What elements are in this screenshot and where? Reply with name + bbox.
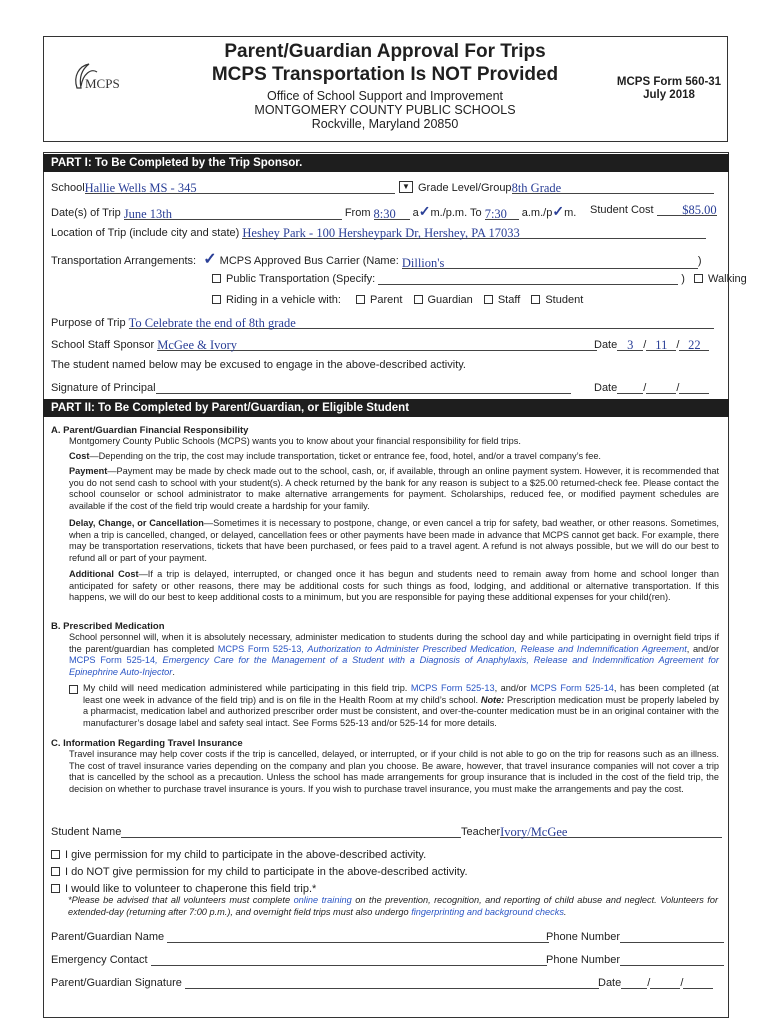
medication-checkbox[interactable] xyxy=(69,685,78,694)
form-title-line2: MCPS Transportation Is NOT Provided xyxy=(211,64,559,85)
emergency-row: Emergency Contact xyxy=(51,953,547,966)
fingerprinting-link[interactable]: fingerprinting and background checks xyxy=(411,906,564,917)
principal-date-row: Date / / xyxy=(594,381,709,394)
section-b-title: B. Prescribed Medication xyxy=(51,621,165,632)
additional-cost-paragraph: Additional Cost—If a trip is delayed, interrupted, or changed once it has begun and students need to remain away from home and school longer than anticipated for safety or other reasons, there may be additional costs for such things as food, lodging, and additional or alternative transportation. If this happens, we will do our best to keep additional costs to a minimum, but you are responsible for paying these additional expenses for your child(ren). xyxy=(69,569,719,602)
delay-paragraph: Delay, Change, or Cancellation—Sometimes it is necessary to postpone, change, or even cancel a trip for safety, bad weather, or other reasons. Sometimes, when a trip is cancelled, changed, or delayed, cancellation fees or other payments have been made in advance that MCPS cannot get back. For example, there may be transportation reservations, tickets that have been purchased, or fees paid to a travel agent. A refund is not always possible, but we will do our best to refund all or part of your payment. xyxy=(69,518,719,563)
pg-name-field[interactable] xyxy=(167,930,549,943)
district-name: MONTGOMERY COUNTY PUBLIC SCHOOLS xyxy=(254,103,516,117)
form-525-13-link[interactable]: MCPS Form 525-13 xyxy=(217,643,302,654)
section-a-intro: Montgomery County Public Schools (MCPS) wants you to know about your financial responsibility for field trips. xyxy=(69,436,521,446)
grade-row: Grade Level/Group8th Grade xyxy=(418,181,714,194)
form-number: MCPS Form 560-31 July 2018 xyxy=(616,76,722,101)
sponsor-date-row: Date 3 / 11 / 22 xyxy=(594,338,709,351)
to-time-field[interactable]: 7:30 xyxy=(484,207,507,221)
carrier-name-field[interactable]: Dillion's xyxy=(401,256,445,270)
public-transport-row: Public Transportation (Specify: ) Walking xyxy=(212,272,747,285)
parent-checkbox[interactable] xyxy=(356,295,365,304)
trip-date-field[interactable]: June 13th xyxy=(123,207,173,221)
volunteer-note: *Please be advised that all volunteers must complete online training on the prevention, recognition, and reporting of child abuse and neglect. Volunteers for extended-day (returning after 7:00 p.m.), and overnight field trips must also undergo fingerprinting and background checks. xyxy=(68,895,719,917)
part1-header: PART I: To Be Completed by the Trip Sponsor. xyxy=(43,154,729,172)
am-checkmark-icon[interactable]: ✓ xyxy=(418,203,431,219)
emergency-contact-field[interactable] xyxy=(151,953,547,966)
section-b-text: School personnel will, when it is absolutely necessary, administer medication to students during the school day and while participating in overnight field trips if the parent/guardian has completed MCPS Form 525-13, Authorization to Administer Prescribed Medication, Release and Indemnification Agreement, and/or MCPS Form 525-14, Emergency Care for the Management of a Student with a Diagnosis of Anaphylaxis, Release and Indemnification Agreement for Epinephrine Auto-Injector. xyxy=(69,632,719,677)
school-field[interactable]: Hallie Wells MS - 345 xyxy=(84,181,197,195)
part2-header: PART II: To Be Completed by Parent/Guardian, or Eligible Student xyxy=(43,399,729,417)
form-title-line1: Parent/Guardian Approval For Trips xyxy=(224,41,546,62)
chaperone-checkbox[interactable] xyxy=(51,884,60,893)
transport-row: Transportation Arrangements: ✓ MCPS Approved Bus Carrier (Name: Dillion's ) xyxy=(51,251,702,270)
permission-yes-row: I give permission for my child to participate in the above-described activity. xyxy=(51,849,426,861)
cost-paragraph: Cost—Depending on the trip, the cost may include transportation, ticket or entrance fee, food, hotel, and/or a travel company’s fee. xyxy=(69,451,601,461)
section-c-text: Travel insurance may help cover costs if the trip is cancelled, delayed, or interrupted, or if your child is not able to go on the trip for reasons such as an illness. The cost of travel insurance varies depending on the company and plan you choose. Be aware, however, that travel insurance companies will not cover a trip that is cancelled by the school as a precaution. Unless the school has made arrangements for group insurance that is included in the cost of the field trip, the decision on whether to purchase travel insurance is yours. If you wish to purchase travel insurance, you must make the arrangements and pay the cost. xyxy=(69,749,719,794)
form-525-14-link[interactable]: MCPS Form 525-14 xyxy=(69,655,156,665)
sponsor-date-day[interactable]: 11 xyxy=(655,338,668,352)
sponsor-date-month[interactable]: 3 xyxy=(627,338,634,352)
principal-date-day[interactable] xyxy=(646,381,676,394)
phone-row-2: Phone Number xyxy=(546,953,724,966)
mcps-logo-icon xyxy=(63,58,129,102)
pg-name-row: Parent/Guardian Name xyxy=(51,930,549,943)
svg-text:MCPS: MCPS xyxy=(85,76,120,91)
sig-date-year[interactable] xyxy=(683,976,713,989)
section-c-title: C. Information Regarding Travel Insurance xyxy=(51,738,243,749)
purpose-row: Purpose of Trip To Celebrate the end of 8th grade xyxy=(51,316,714,329)
teacher-row: TeacherIvory/McGee xyxy=(461,825,722,838)
location-field[interactable]: Heshey Park - 100 Hersheypark Dr, Hershey, PA 17033 xyxy=(242,226,520,240)
riding-checkbox[interactable] xyxy=(212,295,221,304)
student-cost-field[interactable]: $85.00 xyxy=(682,203,717,217)
payment-paragraph: Payment—Payment may be made by check made out to the school, cash, or, if available, through an online payment system. However, it is recommended that you do not send cash to school with your student(s). A check returned by the bank for any reason is subject to a $25.00 returned-check fee. Please contact the school counselor or school administrator to make alternative arrangements for payment. Scholarships, reduced fee, or modified payment schedules are available if the cost of the field trip would create a hardship for your family. xyxy=(69,466,719,511)
pg-signature-row: Parent/Guardian Signature xyxy=(51,976,599,989)
sponsor-date-year[interactable]: 22 xyxy=(688,338,701,352)
phone-field-2[interactable] xyxy=(620,953,724,966)
signature-date-row: Date / / xyxy=(598,976,713,989)
principal-date-month[interactable] xyxy=(617,381,643,394)
principal-signature-field[interactable] xyxy=(156,381,571,394)
public-transport-checkbox[interactable] xyxy=(212,274,221,283)
excused-note: The student named below may be excused to engage in the above-described activity. xyxy=(51,359,466,371)
walking-checkbox[interactable] xyxy=(694,274,703,283)
school-dropdown-arrow-icon[interactable]: ▼ xyxy=(399,181,413,193)
dates-row: Date(s) of Trip June 13th From 8:30 a✓m./p.m. To 7:30 a.m./p✓m. xyxy=(51,203,577,221)
chaperone-row: I would like to volunteer to chaperone this field trip.* xyxy=(51,883,316,895)
sponsor-row: School Staff Sponsor McGee & Ivory xyxy=(51,338,597,351)
guardian-checkbox[interactable] xyxy=(414,295,423,304)
sig-date-month[interactable] xyxy=(621,976,647,989)
pm-checkmark-icon[interactable]: ✓ xyxy=(552,203,565,219)
principal-row: Signature of Principal xyxy=(51,381,571,394)
school-row: SchoolHallie Wells MS - 345 xyxy=(51,181,395,194)
permission-no-checkbox[interactable] xyxy=(51,867,60,876)
cost-row: Student Cost $85.00 xyxy=(590,203,717,217)
phone-row-1: Phone Number xyxy=(546,930,724,943)
office-name: Office of School Support and Improvement xyxy=(266,89,503,103)
student-name-field[interactable] xyxy=(121,825,461,838)
medication-statement: My child will need medication administered while participating in this field trip. MCPS Form 525-13, and/or MCPS Form 525-14, has been completed (at least one week in advance of the field trip) and is on file in the Health Room at my child’s school. Note: Prescription medication must be properly labeled by a pharmacist, medication label and authorized prescriber order must be consistent, and over-the-counter medication must be in an original container with the manufacturer’s dosage label and safety seal intact. See Forms 525-13 and/or 525-14 for more details. xyxy=(83,683,719,728)
bus-carrier-checkmark-icon[interactable]: ✓ xyxy=(203,251,217,268)
staff-checkbox[interactable] xyxy=(484,295,493,304)
form-525-13-link-2[interactable]: MCPS Form 525-13 xyxy=(410,683,495,693)
public-transport-field[interactable] xyxy=(378,272,678,285)
from-time-field[interactable]: 8:30 xyxy=(373,207,396,221)
grade-field[interactable]: 8th Grade xyxy=(511,181,562,195)
phone-field-1[interactable] xyxy=(620,930,724,943)
location-row: Location of Trip (include city and state) Heshey Park - 100 Hersheypark Dr, Hershey, PA 17033 xyxy=(51,226,706,239)
section-a-title: A. Parent/Guardian Financial Responsibility xyxy=(51,425,249,436)
riding-row: Riding in a vehicle with: Parent Guardian Staff Student xyxy=(212,294,583,306)
pg-signature-field[interactable] xyxy=(185,976,599,989)
student-checkbox[interactable] xyxy=(531,295,540,304)
teacher-field[interactable]: Ivory/McGee xyxy=(500,825,568,839)
sig-date-day[interactable] xyxy=(650,976,680,989)
online-training-link[interactable]: online training xyxy=(293,895,352,905)
permission-no-row: I do NOT give permission for my child to participate in the above-described activity. xyxy=(51,866,468,878)
permission-yes-checkbox[interactable] xyxy=(51,850,60,859)
principal-date-year[interactable] xyxy=(679,381,709,394)
sponsor-field[interactable]: McGee & Ivory xyxy=(157,338,238,352)
purpose-field[interactable]: To Celebrate the end of 8th grade xyxy=(128,316,296,330)
student-name-row: Student Name xyxy=(51,825,461,838)
form-525-14-link-2[interactable]: MCPS Form 525-14 xyxy=(530,683,614,693)
district-city: Rockville, Maryland 20850 xyxy=(311,117,459,131)
